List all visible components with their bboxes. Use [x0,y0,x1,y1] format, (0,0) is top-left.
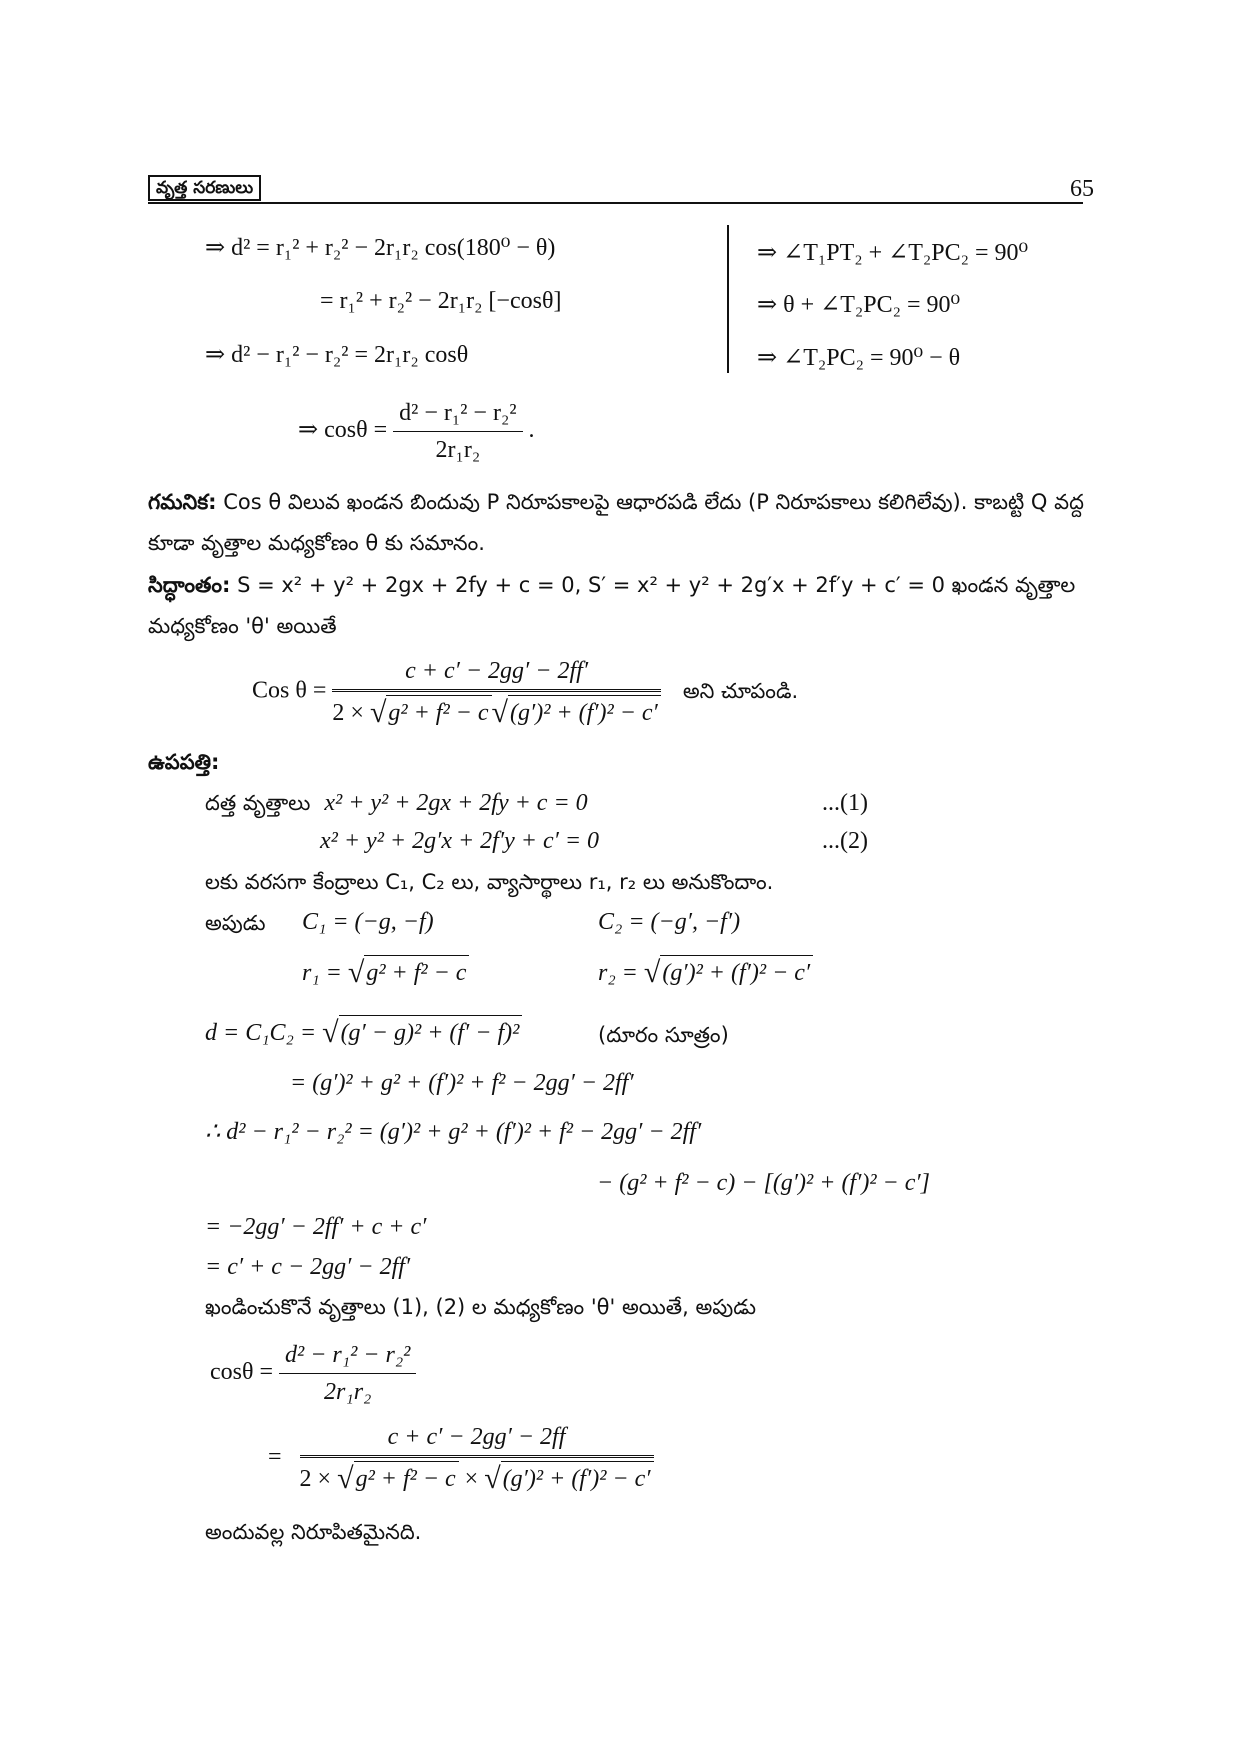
given-circle-1 [205,788,588,818]
page-number: 65 [1070,176,1094,202]
circle-1-equation: x² + y² + 2gx + 2fy + c = 0 [324,790,588,816]
cos-numerator: d² − r₁² − r₂² [279,1340,416,1374]
theorem-line-1 [148,570,1075,600]
theorem-formula-lhs: Cos θ = [252,677,327,704]
right-eq-3: ⇒ ∠T₂PC₂ = 90⁰ − θ [757,345,961,371]
circle-2-equation: x² + y² + 2g′x + 2f′y + c′ = 0 [320,828,600,854]
left-eq-2: = r₁² + r₂² − 2r₁r₂ [−cosθ] [320,288,562,314]
difference-line-1: ∴ d² − r₁² − r₂² = (g′)² + g² + (f′)² + f² − 2gg′ − 2ff′ [205,1119,702,1145]
given-circle-2 [320,826,599,856]
given-prefix: దత్త వృత్తాలు [205,791,311,815]
distance-formula: d = C₁C₂ = √(g′ − g)² + (f′ − f)² [205,1015,522,1048]
theorem-formula [252,656,798,728]
cos-fraction [279,1340,416,1407]
left-eq-4-lhs: ⇒ cosθ = [298,417,388,444]
theorem-formula-denominator: 2 × √g² + f² − c √(g′)² + (f′)² − c′ [332,692,660,728]
chapter-title: వృత్త సరణులు [148,175,261,201]
column-divider [727,225,729,373]
left-eq-4: ⇒ cosθ = $\frac{\text{d² − r₁² − r₂²}}{\text{2r₁r₂}}$ . [298,400,535,463]
result-line-1: = −2gg′ − 2ff′ + c + c′ [205,1214,427,1240]
left-eq-4-numerator: d² − r₁² − r₂² [393,398,522,432]
theorem-text-1: S = x² + y² + 2gx + 2fy + c = 0, S′ = x² + y² + 2g′x + 2f′y + c′ = 0 ఖండన వృత్తాల [237,573,1076,597]
left-eq-3: ⇒ d² − r₁² − r₂² = 2r₁r₂ cosθ [205,342,469,368]
proof-label: ఉపపత్తి: [148,750,220,774]
theorem-formula-numerator: c + c′ − 2gg′ − 2ff′ [332,656,660,692]
circle-1-tag: ...(1) [822,790,868,816]
cos-formula: cosθ = $\frac{\text{d² − r₁² − r₂²}}{\text{2r₁r₂}}$ [210,1340,416,1407]
right-eq-1: ⇒ ∠T₁PT₂ + ∠T₂PC₂ = 90⁰ [757,240,1029,266]
note-line-1 [148,487,1084,517]
then-label: అపుడు [205,911,266,935]
distance-squared: = (g′)² + g² + (f′)² + f² − 2gg′ − 2ff′ [290,1070,634,1096]
circle-2-tag: ...(2) [822,828,868,854]
centres-line: లకు వరసగా కేంద్రాలు C₁, C₂ లు, వ్యాసార్థాలు r₁, r₂ లు అనుకొందాం. [205,870,774,894]
theorem-line-2: మధ్యకోణం 'θ' అయితే [148,614,337,638]
centre-c1: C₁ = (−g, −f) [302,909,434,935]
note-text-1: Cos θ విలువ ఖండన బిందువు P నిరూపకాలపై ఆధారపడి లేదు (P నిరూపకాలు కలిగిలేవు). కాబట్టి Q వద్ద [223,490,1084,514]
final-numerator: c + c′ − 2gg′ − 2ff [300,1422,654,1458]
intersect-line: ఖండించుకొనే వృత్తాలు (1), (2) ల మధ్యకోణం 'θ' అయితే, అపుడు [205,1295,757,1319]
left-eq-4-fraction [393,398,522,465]
theorem-formula-tail: అని చూపండి. [682,678,799,703]
final-fraction [300,1422,654,1494]
conclusion: అందువల్ల నిరూపితమైనది. [205,1520,422,1544]
difference-line-2: − (g² + f² − c) − [(g′)² + (f′)² − c′] [597,1170,930,1196]
cos-denominator: 2r₁r₂ [324,1379,372,1405]
final-denominator: 2 × √g² + f² − c × √(g′)² + (f′)² − c′ [300,1458,654,1494]
result-line-2: = c′ + c − 2gg′ − 2ff′ [205,1254,411,1280]
right-eq-2: ⇒ θ + ∠T₂PC₂ = 90⁰ [757,292,961,318]
note-line-2: కూడా వృత్తాల మధ్యకోణం θ కు సమానం. [148,531,485,555]
radius-r2: r₂ = √(g′)² + (f′)² − c′ [598,955,813,988]
radius-r1: r₁ = √g² + f² − c [302,955,469,988]
header-rule [148,202,1083,204]
theorem-formula-fraction [332,656,660,728]
final-formula: = $\frac{c + c' - 2gg' - 2ff}{\text{2 × √g² + f² − c × √(g′)² + (f′)² − c′}}$ [268,1422,654,1494]
centre-c2: C₂ = (−g′, −f′) [598,909,741,935]
distance-note: (దూరం సూత్రం) [598,1023,729,1047]
note-label: గమనిక: [148,490,217,514]
left-eq-4-denominator: 2r₁r₂ [435,437,481,463]
theorem-label: సిద్ధాంతం: [148,573,231,597]
left-eq-1: ⇒ d² = r₁² + r₂² − 2r₁r₂ cos(180⁰ − θ) [205,235,556,261]
